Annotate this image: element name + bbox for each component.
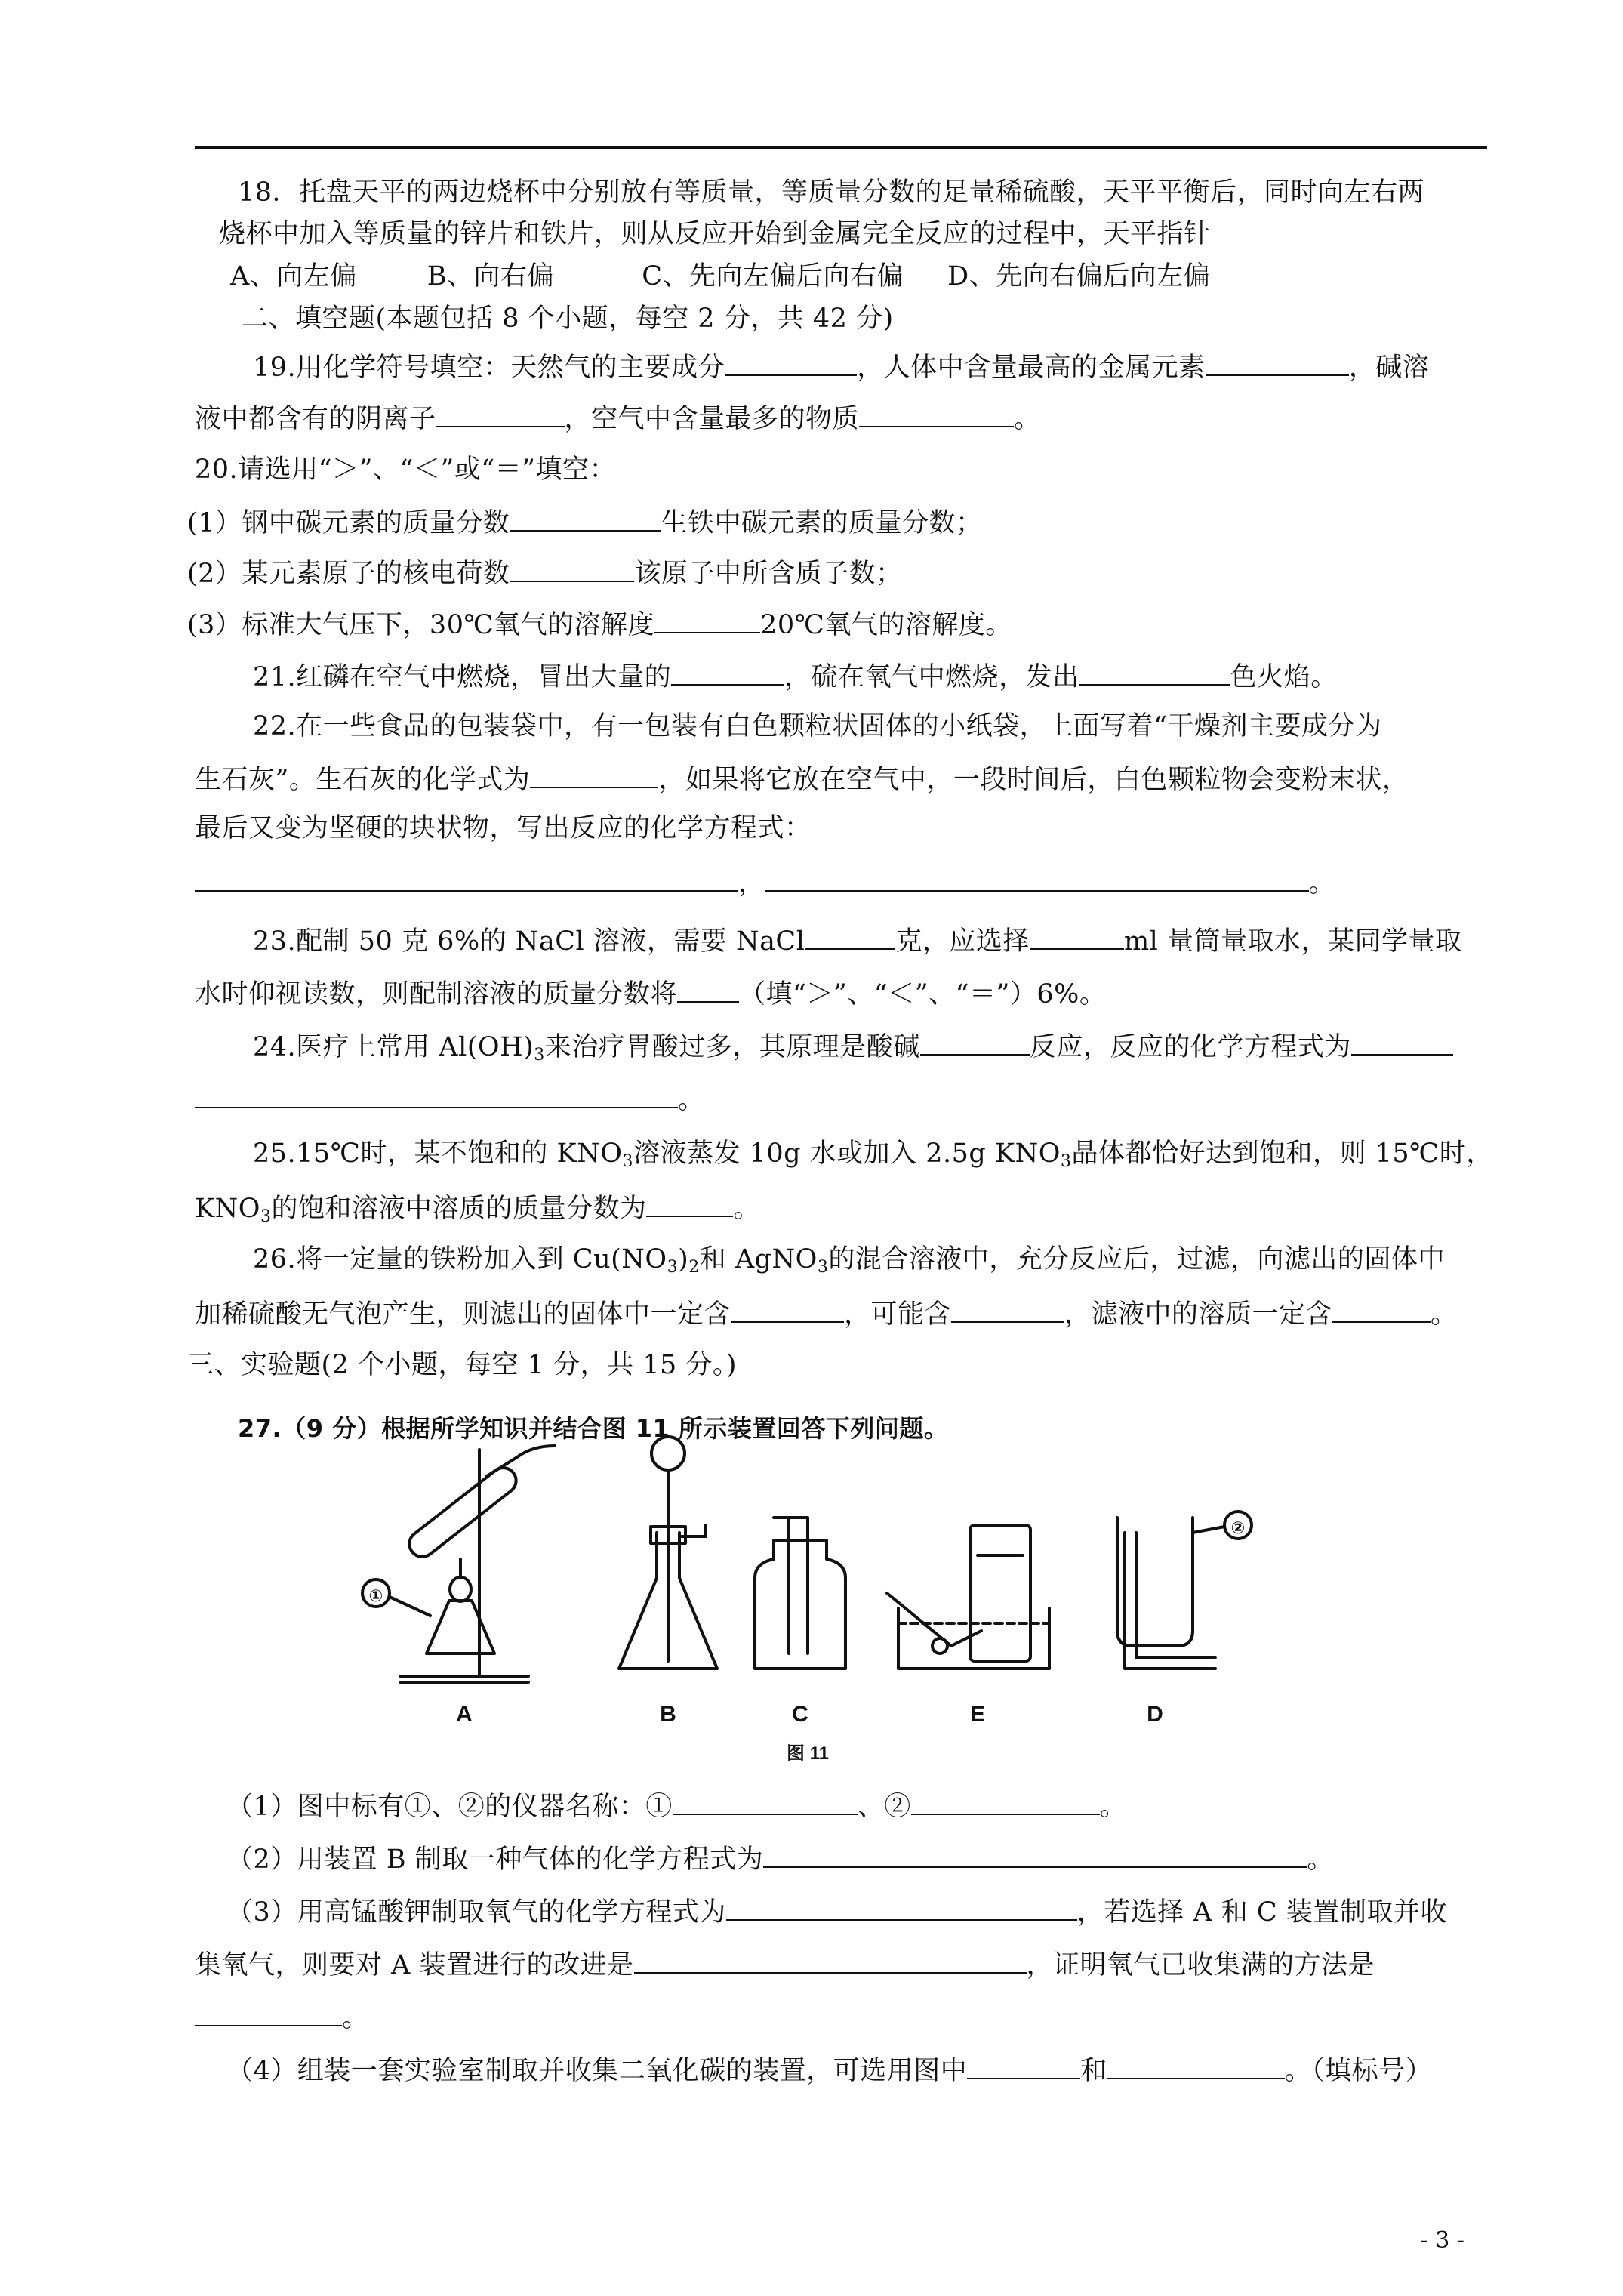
apparatus-figure — [325, 1404, 1502, 1767]
section3-title: 三、实验题(2 个小题，每空 1 分，共 15 分。) — [187, 1350, 738, 1380]
apparatus-c-icon — [755, 1518, 845, 1669]
q20-title: 20.请选用“＞”、“＜”或“＝”填空： — [195, 455, 617, 485]
label-b: B — [660, 1702, 676, 1727]
header-rule — [195, 146, 1487, 149]
q24-line2: 。 — [195, 1081, 705, 1117]
blank[interactable] — [951, 1296, 1064, 1323]
q27-p2: （2）用装置 B 制取一种气体的化学方程式为 。 — [226, 1841, 1334, 1876]
q23-line1: 23.配制 50 克 6%的 NaCl 溶液，需要 NaCl 克，应选择 ml 量筒量取水，某同学量取 — [253, 923, 1461, 958]
q22-line4: ， 。 — [195, 864, 1335, 900]
q22-line3: 最后又变为坚硬的块状物，写出反应的化学方程式： — [195, 813, 812, 843]
apparatus-b-icon — [619, 1437, 717, 1669]
label-a: A — [456, 1702, 473, 1727]
q20-p2: (2）某元素原子的核电荷数 该原子中所含质子数； — [187, 555, 902, 590]
blank[interactable] — [436, 400, 565, 427]
q27-p4: （4）组装一套实验室制取并收集二氧化碳的装置，可选用图中 和 。（填标号） — [226, 2052, 1432, 2088]
blank[interactable] — [859, 400, 1014, 427]
apparatus-a-icon — [362, 1446, 555, 1682]
page-number: - 3 - — [1420, 2227, 1464, 2254]
blank[interactable] — [1030, 923, 1124, 950]
q18-line2: 烧杯中加入等质量的锌片和铁片，则从反应开始到金属完全反应的过程中，天平指针 — [219, 219, 1211, 249]
q20-p3: (3）标准大气压下，30℃氧气的溶解度 20℃氧气的溶解度。 — [187, 606, 1012, 642]
blank[interactable] — [1332, 1296, 1431, 1323]
blank[interactable] — [673, 1788, 858, 1815]
label-d: D — [1147, 1702, 1163, 1727]
label-e: E — [969, 1702, 986, 1727]
q27-title: 27.（9 分）根据所学知识并结合图 11 所示装置回答下列问题。 — [238, 1414, 949, 1443]
q18-options: A、向左偏 B、向右偏 C、先向左偏后向右偏 D、先向右偏后向左偏 — [230, 261, 1211, 291]
blank[interactable] — [195, 1081, 678, 1108]
blank[interactable] — [195, 1999, 342, 2026]
q24-line1: 24.医疗上常用 $Al(OH)_3$来治疗胃酸过多，其原理是酸碱 反应，反应的化学方程式为 — [253, 1028, 1453, 1072]
q27-p1: （1）图中标有①、②的仪器名称：① 、② 。 — [226, 1788, 1126, 1823]
blank[interactable] — [195, 864, 738, 892]
blank[interactable] — [530, 761, 658, 788]
q22-line1: 22.在一些食品的包装袋中，有一包装有白色颗粒状固体的小纸袋，上面写着“干燥剂主要成分为 — [253, 711, 1382, 741]
blank[interactable] — [967, 2052, 1080, 2079]
blank[interactable] — [1351, 1028, 1453, 1056]
figure-caption: 图 11 — [786, 1743, 830, 1764]
blank[interactable] — [510, 504, 661, 532]
blank[interactable] — [1107, 2052, 1285, 2079]
label-c: C — [792, 1702, 808, 1727]
blank[interactable] — [510, 555, 634, 582]
q21: 21.红磷在空气中燃烧，冒出大量的 ，硫在氧气中燃烧，发出 色火焰。 — [253, 658, 1338, 694]
blank[interactable] — [805, 923, 895, 950]
blank[interactable] — [911, 1788, 1100, 1815]
q19-line2: 液中都含有的阴离子 ，空气中含量最多的物质 。 — [195, 400, 1041, 436]
section2-title: 二、填空题(本题包括 8 个小题，每空 2 分，共 42 分) — [242, 304, 894, 334]
blank[interactable] — [920, 1028, 1030, 1056]
q27-p3-line1: （3）用高锰酸钾制取氧气的化学方程式为 ，若选择 A 和 C 装置制取并收 — [226, 1894, 1447, 1929]
blank[interactable] — [765, 864, 1309, 892]
mark-1: ① — [368, 1586, 383, 1605]
blank[interactable] — [634, 1946, 1027, 1974]
q18-line1: 18．托盘天平的两边烧杯中分别放有等质量，等质量分数的足量稀硫酸，天平平衡后，同时向左右两 — [238, 177, 1425, 208]
blank[interactable] — [1206, 349, 1349, 376]
blank[interactable] — [763, 1841, 1307, 1868]
blank[interactable] — [677, 975, 739, 1003]
blank[interactable] — [671, 658, 784, 686]
blank[interactable] — [731, 1296, 844, 1323]
q22-line2: 生石灰”。生石灰的化学式为 ，如果将它放在空气中，一段时间后，白色颗粒物会变粉末状， — [195, 761, 1409, 797]
q23-line2: 水时仰视读数，则配制溶液的质量分数将 （填“＞”、“＜”、“＝”）6%。 — [195, 975, 1106, 1011]
blank[interactable] — [646, 1190, 733, 1217]
q25-line2: $KNO_3$的饱和溶液中溶质的质量分数为 。 — [195, 1190, 760, 1234]
apparatus-e-icon — [887, 1525, 1049, 1669]
blank[interactable] — [725, 349, 857, 376]
q19-line1: 19.用化学符号填空：天然气的主要成分 ，人体中含量最高的金属元素 ，碱溶 — [253, 349, 1429, 384]
blank[interactable] — [1079, 658, 1230, 686]
q26-line2: 加稀硫酸无气泡产生，则滤出的固体中一定含 ，可能含 ，滤液中的溶质一定含 。 — [195, 1296, 1458, 1331]
blank[interactable] — [654, 606, 760, 633]
q25-line1: 25.15℃时，某不饱和的 $KNO_3$溶液蒸发 10g 水或加入 2.5g $KNO_3$晶体都恰好达到饱和，则 15℃时， — [253, 1139, 1493, 1171]
q27-p3-line3: 。 — [195, 1999, 369, 2035]
q20-p1: (1）钢中碳元素的质量分数 生铁中碳元素的质量分数； — [187, 504, 982, 540]
blank[interactable] — [726, 1894, 1077, 1921]
q26-line1: 26.将一定量的铁粉加入到 $Cu(NO_3)_2$和 AgNO$_3$的混合溶液中，充分反应后，过滤，向滤出的固体中 — [253, 1244, 1445, 1277]
mark-2: ② — [1230, 1518, 1246, 1537]
q27-p3-line2: 集氧气，则要对 A 装置进行的改进是 ，证明氧气已收集满的方法是 — [195, 1946, 1375, 1982]
